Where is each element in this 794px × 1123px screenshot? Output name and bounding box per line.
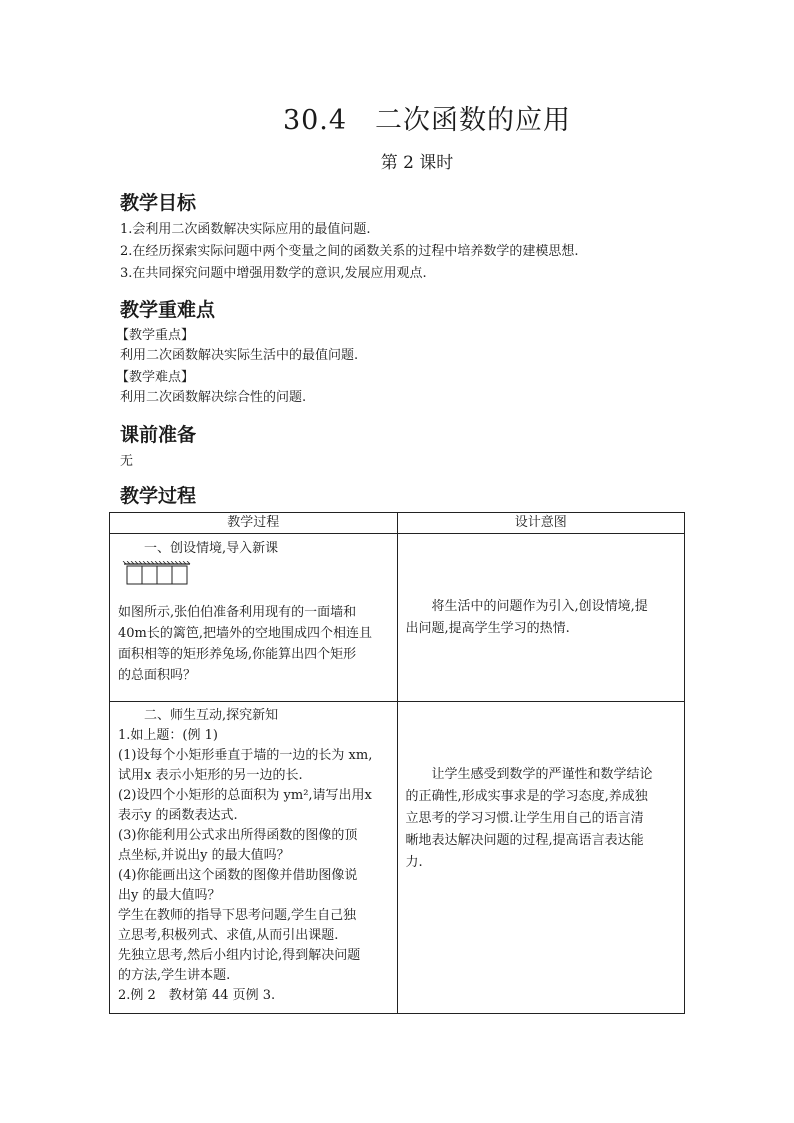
table-header-row [110,513,685,534]
intent-line: 出问题,提高学生学习的热情. [405,620,570,636]
step-line: 2.例 2 教材第 44 页例 3. [118,988,276,1003]
problem-line: 如图所示,张伯伯准备利用现有的一面墙和 [118,605,357,620]
fence-diagram [122,561,389,594]
goal-item: 1.会利用二次函数解决实际应用的最值问题. [120,222,371,237]
step-line: 点坐标,并说出y 的最大值吗？ [118,848,290,863]
intent-line: 晰地表达解决问题的过程,提高语言表达能 [405,833,644,848]
step-line: 学生在教师的指导下思考问题,学生自己独 [118,908,357,923]
table-header-process: 教学过程 [110,513,398,534]
problem-line: 40m长的篱笆,把墙外的空地围成四个相连且 [118,626,373,641]
intent-line: 立思考的学习习惯.让学生用自己的语言清 [405,811,644,826]
step-title: 二、师生互动,探究新知 [144,708,279,723]
intent-line: 的正确性,形成实事求是的学习态度,养成独 [405,789,648,804]
section-heading-process: 教学过程 [120,485,197,507]
focus-label: 【教学重点】 [116,328,195,343]
table-cell-intent [397,702,684,1014]
goal-item: 3.在共同探究问题中增强用数学的意识,发展应用观点. [120,266,427,281]
intent-line: 将生活中的问题作为引入,创设情境,提 [431,598,648,614]
section-heading-preparation: 课前准备 [120,424,197,446]
step-line: (2)设四个小矩形的总面积为 ym²,请写出用x [118,788,372,803]
preparation-text: 无 [120,454,134,469]
step-line: (4)你能画出这个函数的图像并借助图像说 [118,868,358,883]
intent-line: 让学生感受到数学的严谨性和数学结论 [431,767,653,782]
step-title: 一、创设情境,导入新课 [144,541,279,556]
intent-line: 力. [405,855,423,870]
section-heading-key-points: 教学重难点 [120,299,216,321]
goal-item: 2.在经历探索实际问题中两个变量之间的函数关系的过程中培养数学的建模思想. [120,244,579,259]
step-line: 的方法,学生讲本题. [118,968,231,983]
step-line: 表示y 的函数表达式. [118,808,238,823]
focus-text: 利用二次函数解决实际生活中的最值问题. [120,348,359,363]
step-line: 先独立思考,然后小组内讨论,得到解决问题 [118,948,361,963]
step-line: 立思考,积极列式、求值,从而引出课题. [118,928,339,943]
page-subtitle: 第 2 课时 [380,153,454,173]
table-row [110,534,685,702]
problem-line: 的总面积吗？ [118,668,197,683]
table-header-intent: 设计意图 [397,513,684,534]
table-row [110,702,685,1014]
problem-line: 面积相等的矩形养兔场,你能算出四个矩形 [118,647,357,662]
section-heading-goals: 教学目标 [120,192,197,214]
step-line: (1)设每个小矩形垂直于墙的一边的长为 xm, [118,748,373,763]
table-cell-process [110,702,398,1014]
difficulty-label: 【教学难点】 [116,370,195,385]
step-line: 出y 的最大值吗？ [118,888,221,903]
step-line: 1.如上题：(例 1) [118,728,218,743]
process-table [109,512,685,1014]
difficulty-text: 利用二次函数解决综合性的问题. [120,390,307,405]
page-title: 30.4 二次函数的应用 [282,105,572,136]
step-line: 试用x 表示小矩形的另一边的长. [118,768,303,783]
table-cell-process [110,534,398,702]
table-cell-intent [397,534,684,702]
step-line: (3)你能利用公式求出所得函数的图像的顶 [118,828,358,843]
